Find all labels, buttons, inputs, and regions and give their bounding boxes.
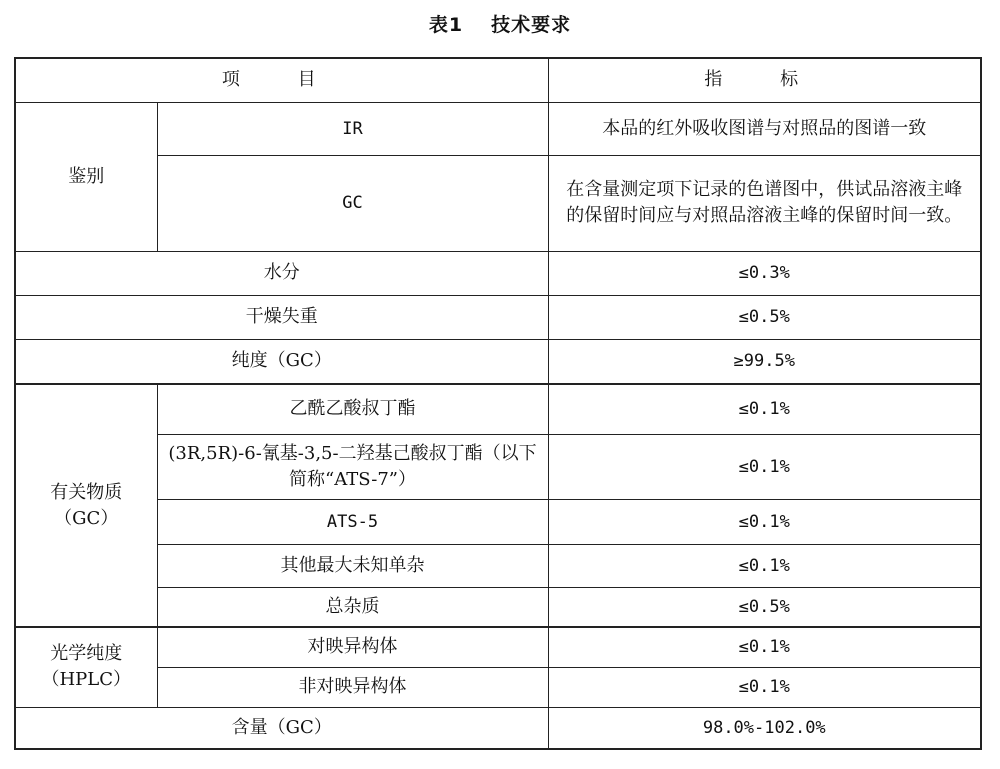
drying-loss-item: 干燥失重	[15, 295, 548, 339]
related-value: ≤0.1%	[548, 434, 981, 499]
spec-table	[14, 57, 982, 750]
table-row	[15, 251, 981, 295]
related-group-line1: 有关物质	[50, 481, 123, 503]
related-substances-group	[15, 384, 157, 627]
table-row	[15, 295, 981, 339]
table-row	[15, 155, 981, 251]
table-title	[0, 10, 1000, 40]
content-value: 98.0%-102.0%	[548, 707, 981, 749]
optical-value: ≤0.1%	[548, 627, 981, 667]
header-item-cell	[15, 58, 548, 102]
table-row	[15, 627, 981, 667]
ir-item: IR	[157, 102, 548, 155]
related-item: 乙酰乙酸叔丁酯	[157, 384, 548, 434]
optical-value: ≤0.1%	[548, 667, 981, 707]
related-value: ≤0.5%	[548, 587, 981, 627]
related-value: ≤0.1%	[548, 384, 981, 434]
table-row	[15, 384, 981, 434]
related-value: ≤0.1%	[548, 544, 981, 587]
header-indicator: 指 标	[704, 69, 825, 91]
table-row	[15, 667, 981, 707]
optical-group-line2: （HPLC）	[41, 669, 132, 691]
header-indicator-cell	[548, 58, 981, 102]
optical-group-line1: 光学纯度	[50, 643, 123, 665]
related-group-line2: （GC）	[54, 507, 119, 529]
header-row	[15, 58, 981, 102]
purity-item: 纯度（GC）	[15, 339, 548, 384]
table-row	[15, 499, 981, 544]
table-row	[15, 102, 981, 155]
table-row	[15, 587, 981, 627]
related-item: (3R,5R)-6-氰基-3,5-二羟基己酸叔丁酯（以下简称“ATS-7”）	[157, 434, 548, 499]
drying-loss-value: ≤0.5%	[548, 295, 981, 339]
table-row	[15, 339, 981, 384]
water-item: 水分	[15, 251, 548, 295]
related-item: ATS-5	[157, 499, 548, 544]
related-item: 总杂质	[157, 587, 548, 627]
content-item: 含量（GC）	[15, 707, 548, 749]
table-title-text: 技术要求	[491, 14, 572, 36]
optical-purity-group	[15, 627, 157, 707]
ir-value: 本品的红外吸收图谱与对照品的图谱一致	[548, 102, 981, 155]
purity-value: ≥99.5%	[548, 339, 981, 384]
related-value: ≤0.1%	[548, 499, 981, 544]
header-item: 项 目	[221, 69, 342, 91]
table-number: 表1	[428, 14, 464, 36]
gc-value: 在含量测定项下记录的色谱图中，供试品溶液主峰的保留时间应与对照品溶液主峰的保留时间一致。	[548, 155, 981, 251]
optical-item: 对映异构体	[157, 627, 548, 667]
table-row	[15, 434, 981, 499]
gc-item: GC	[157, 155, 548, 251]
water-value: ≤0.3%	[548, 251, 981, 295]
optical-item: 非对映异构体	[157, 667, 548, 707]
identification-group: 鉴别	[15, 102, 157, 251]
table-row	[15, 544, 981, 587]
related-item: 其他最大未知单杂	[157, 544, 548, 587]
table-row	[15, 707, 981, 749]
